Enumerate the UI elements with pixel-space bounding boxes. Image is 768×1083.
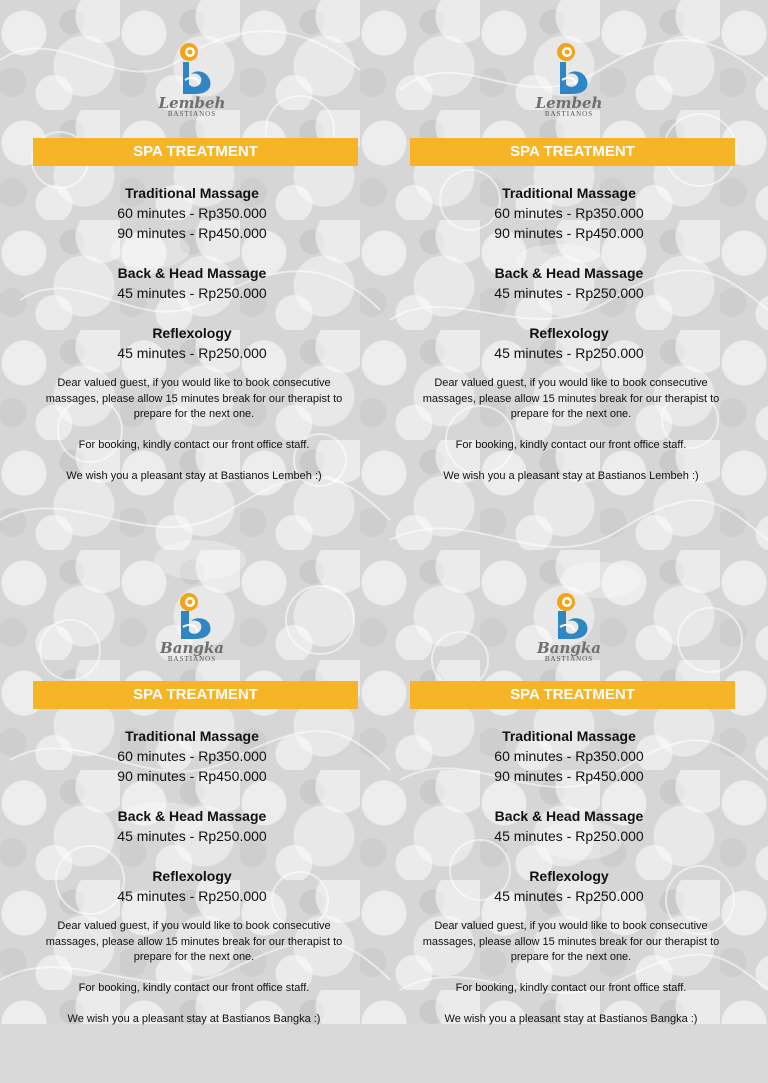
treatment-name: Traditional Massage [125, 728, 259, 744]
treatment-name: Traditional Massage [502, 185, 636, 201]
treatment-price: 90 minutes - Rp450.000 [494, 225, 644, 241]
treatment-name: Reflexology [529, 868, 609, 884]
treatment-price: 60 minutes - Rp350.000 [117, 205, 267, 221]
treatment-price: 60 minutes - Rp350.000 [117, 748, 267, 764]
treatment-price: 90 minutes - Rp450.000 [117, 225, 267, 241]
treatment-price: 45 minutes - Rp250.000 [494, 828, 644, 844]
treatment-price: 45 minutes - Rp250.000 [494, 345, 644, 361]
logo-script-text: Bangka [160, 639, 224, 657]
booking-notes [34, 919, 354, 1043]
spa-card-lembeh-right [377, 0, 761, 540]
treatment-price: 45 minutes - Rp250.000 [117, 285, 267, 301]
treatment-name: Reflexology [152, 868, 232, 884]
pleasant-stay-note: We wish you a pleasant stay at Bastianos Bangka :) [67, 1013, 321, 1025]
logo-script-text: Lembeh [158, 94, 226, 112]
bangka-logo [147, 591, 237, 691]
booking-notes [34, 376, 354, 500]
consecutive-note: Dear valued guest, if you would like to book consecutive massages, please allow 15 minutes break for our therapist to prepare for the next one. [45, 377, 343, 420]
treatment-list [377, 183, 761, 371]
treatment-list [377, 726, 761, 914]
logo-sub-text: BASTIANOS [167, 655, 217, 663]
booking-contact-note: For booking, kindly contact our front office staff. [455, 439, 687, 451]
spa-treatment-banner: SPA TREATMENT [410, 681, 735, 709]
pleasant-stay-note: We wish you a pleasant stay at Bastianos Lembeh :) [66, 470, 322, 482]
treatment-item [0, 263, 384, 303]
logo-sub-text: BASTIANOS [544, 655, 594, 663]
lembeh-logo [524, 40, 614, 140]
treatment-item [0, 726, 384, 786]
spa-card-lembeh-left [0, 0, 384, 540]
treatment-price: 45 minutes - Rp250.000 [494, 285, 644, 301]
lembeh-logo [147, 40, 237, 140]
spa-card-bangka-right [377, 543, 761, 1083]
treatment-price: 45 minutes - Rp250.000 [494, 888, 644, 904]
treatment-item [377, 726, 761, 786]
treatment-item [0, 323, 384, 363]
treatment-price: 45 minutes - Rp250.000 [117, 345, 267, 361]
treatment-item [377, 866, 761, 906]
bangka-logo [524, 591, 614, 691]
treatment-price: 90 minutes - Rp450.000 [494, 768, 644, 784]
shell-wave-icon [546, 591, 592, 643]
consecutive-note: Dear valued guest, if you would like to book consecutive massages, please allow 15 minutes break for our therapist to prepare for the next one. [422, 920, 720, 963]
spa-treatment-banner: SPA TREATMENT [33, 138, 358, 166]
spa-card-bangka-left [0, 543, 384, 1083]
treatment-item [0, 183, 384, 243]
booking-contact-note: For booking, kindly contact our front office staff. [78, 439, 310, 451]
treatment-price: 45 minutes - Rp250.000 [117, 828, 267, 844]
shell-wave-icon [169, 591, 215, 643]
treatment-list [0, 183, 384, 371]
treatment-price: 60 minutes - Rp350.000 [494, 748, 644, 764]
logo-sub-text: BASTIANOS [544, 110, 594, 118]
treatment-item [377, 323, 761, 363]
treatment-name: Reflexology [529, 325, 609, 341]
logo-sub-text: BASTIANOS [167, 110, 217, 118]
treatment-item [377, 806, 761, 846]
treatment-item [0, 866, 384, 906]
treatment-name: Back & Head Massage [494, 808, 644, 824]
spa-treatment-banner: SPA TREATMENT [410, 138, 735, 166]
treatment-name: Traditional Massage [502, 728, 636, 744]
pleasant-stay-note: We wish you a pleasant stay at Bastianos Bangka :) [444, 1013, 698, 1025]
treatment-name: Back & Head Massage [494, 265, 644, 281]
treatment-price: 45 minutes - Rp250.000 [117, 888, 267, 904]
treatment-item [377, 263, 761, 303]
booking-notes [411, 919, 731, 1043]
treatment-name: Reflexology [152, 325, 232, 341]
treatment-price: 90 minutes - Rp450.000 [117, 768, 267, 784]
treatment-item [377, 183, 761, 243]
treatment-price: 60 minutes - Rp350.000 [494, 205, 644, 221]
logo-script-text: Bangka [537, 639, 601, 657]
treatment-name: Back & Head Massage [117, 808, 267, 824]
spa-treatment-banner: SPA TREATMENT [33, 681, 358, 709]
treatment-name: Traditional Massage [125, 185, 259, 201]
treatment-item [0, 806, 384, 846]
shell-wave-icon [546, 40, 592, 98]
booking-contact-note: For booking, kindly contact our front office staff. [78, 982, 310, 994]
shell-wave-icon [169, 40, 215, 98]
pleasant-stay-note: We wish you a pleasant stay at Bastianos Lembeh :) [443, 470, 699, 482]
booking-notes [411, 376, 731, 500]
treatment-list [0, 726, 384, 914]
booking-contact-note: For booking, kindly contact our front office staff. [455, 982, 687, 994]
consecutive-note: Dear valued guest, if you would like to book consecutive massages, please allow 15 minutes break for our therapist to prepare for the next one. [45, 920, 343, 963]
consecutive-note: Dear valued guest, if you would like to book consecutive massages, please allow 15 minutes break for our therapist to prepare for the next one. [422, 377, 720, 420]
logo-script-text: Lembeh [535, 94, 603, 112]
treatment-name: Back & Head Massage [117, 265, 267, 281]
